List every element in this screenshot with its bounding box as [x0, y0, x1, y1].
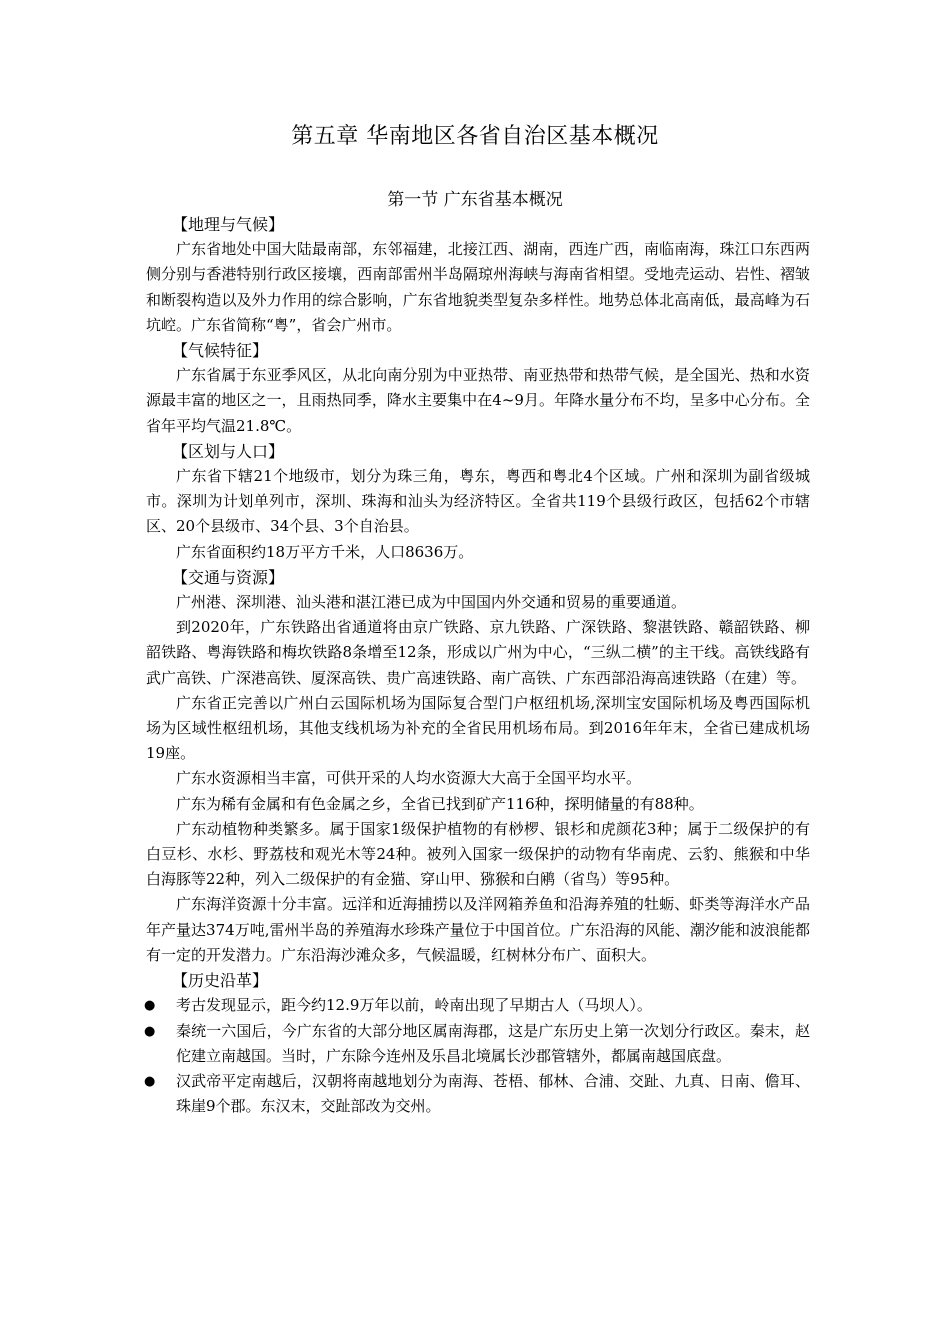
paragraph: 广东为稀有金属和有色金属之乡，全省已找到矿产116种，探明储量的有88种。	[176, 794, 704, 813]
section-divisions-population	[146, 439, 810, 565]
section-geography	[146, 212, 810, 338]
section-heading: 【气候特征】	[172, 341, 269, 361]
section-title: 第一节 广东省基本概况	[387, 190, 563, 210]
paragraph: 广东省属于东亚季风区，从北向南分别为中亚热带、南亚热带和热带气候，是全国光、热和水资源最丰富的地区之一，且雨热同季，降水主要集中在4~9月。年降水量分布不均，呈多中心分布。全省年平均气温21.8℃。	[146, 366, 810, 435]
paragraph: 广东省面积约18万平方千米，人口8636万。	[176, 542, 474, 561]
paragraph: 广东海洋资源十分丰富。远洋和近海捕捞以及洋网箱养鱼和沿海养殖的牡蛎、虾类等海洋水产品年产量达374万吨,雷州半岛的养殖海水珍珠产量位于中国首位。广东沿海的风能、潮汐能和波浪能都有一定的开发潜力。广东沿海沙滩众多，气候温暖，红树林分布广、面积大。	[146, 895, 810, 964]
document-body	[146, 212, 810, 1119]
list-item	[146, 1069, 810, 1119]
paragraph: 广州港、深圳港、汕头港和湛江港已成为中国国内外交通和贸易的重要通道。	[176, 593, 687, 612]
list-item	[146, 1019, 810, 1069]
paragraph: 广东省正完善以广州白云国际机场为国际复合型门户枢纽机场,深圳宝安国际机场及粤西国际机场为区域性枢纽机场，其他支线机场为补充的全省民用机场布局。到2016年年末，全省已建成机场19座。	[146, 693, 810, 763]
section-heading: 【区划与人口】	[172, 441, 285, 461]
section-climate	[146, 338, 810, 439]
list-item-text: 考古发现显示，距今约12.9万年以前，岭南出现了早期古人（马坝人）。	[176, 996, 652, 1015]
list-item-text: 汉武帝平定南越后，汉朝将南越地划分为南海、苍梧、郁林、合浦、交趾、九真、日南、儋耳、珠崖9个郡。东汉末，交趾部改为交州。	[176, 1071, 810, 1116]
section-heading: 【交通与资源】	[172, 567, 285, 587]
section-heading: 【历史沿革】	[172, 971, 269, 991]
paragraph: 广东动植物种类繁多。属于国家1级保护植物的有桫椤、银杉和虎颜花3种；属于二级保护的有白豆杉、水杉、野荔枝和观光木等24种。被列入国家一级保护的动物有华南虎、云豹、熊猴和中华白海豚等22种，列入二级保护的有金猫、穿山甲、猕猴和白鹇（省鸟）等95种。	[146, 819, 810, 889]
section-transport-resources	[146, 565, 810, 968]
bullet-icon: ●	[144, 1023, 156, 1039]
paragraph: 广东省下辖21个地级市，划分为珠三角，粤东，粤西和粤北4个区域。广州和深圳为副省级城市。深圳为计划单列市，深圳、珠海和汕头为经济特区。全省共119个县级行政区，包括62个市辖区、20个县级市、34个县、3个自治县。	[146, 467, 810, 536]
list-item	[146, 993, 810, 1018]
paragraph: 广东水资源相当丰富，可供开采的人均水资源大大高于全国平均水平。	[176, 769, 642, 788]
bullet-icon: ●	[144, 1073, 156, 1089]
paragraph: 广东省地处中国大陆最南部，东邻福建，北接江西、湖南，西连广西，南临南海，珠江口东西两侧分别与香港特别行政区接壤，西南部雷州半岛隔琼州海峡与海南省相望。受地壳运动、岩性、褶皱和断裂构造以及外力作用的综合影响，广东省地貌类型复杂多样性。地势总体北高南低，最高峰为石坑崆。广东省简称“粤”，省会广州市。	[146, 240, 810, 334]
section-history	[146, 968, 810, 1119]
list-item-text: 秦统一六国后，今广东省的大部分地区属南海郡，这是广东历史上第一次划分行政区。秦末，赵佗建立南越国。当时，广东除今连州及乐昌北境属长沙郡管辖外，都属南越国底盘。	[176, 1021, 810, 1065]
chapter-title: 第五章 华南地区各省自治区基本概况	[291, 124, 659, 149]
history-list	[146, 993, 810, 1119]
paragraph: 到2020年，广东铁路出省通道将由京广铁路、京九铁路、广深铁路、黎湛铁路、赣韶铁路、柳韶铁路、粤海铁路和梅坎铁路8条增至12条，形成以广州为中心，“三纵二横”的主干线。高铁线路有武广高铁、广深港高铁、厦深高铁、贵广高速铁路、南广高铁、广东西部沿海高速铁路（在建）等。	[146, 618, 810, 687]
section-heading: 【地理与气候】	[172, 215, 285, 234]
bullet-icon: ●	[144, 998, 156, 1014]
